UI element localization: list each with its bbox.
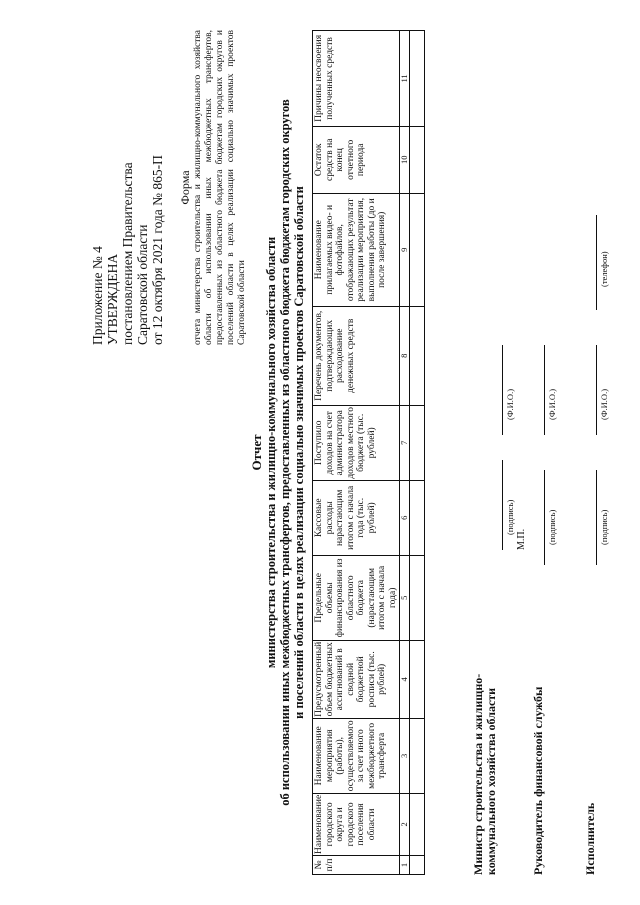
table-empty-row: [410, 31, 425, 875]
empty-cell: [410, 306, 425, 405]
column-number: 6: [400, 480, 410, 555]
empty-cell: [410, 856, 425, 875]
empty-cell: [410, 31, 425, 127]
finance-sign-line: [544, 470, 545, 565]
report-table: [312, 30, 425, 875]
executor-name-hint: (Ф.И.О.): [599, 388, 609, 420]
executor-phone-hint: (телефон): [599, 251, 609, 287]
form-description: отчета министерства строительства и жилищно-коммунального хозяйства области об использовании иных межбюджетных трансфертов, предоставленных из областного бюджета бюджетам городских округов и поселений области в целях реализации социально значимых проектов Саратовской области: [193, 30, 247, 345]
column-number: 2: [400, 793, 410, 855]
executor-sign-hint: (подпись): [599, 509, 609, 545]
executor-name-line: [596, 345, 597, 435]
empty-cell: [410, 555, 425, 640]
executor-phone-line: [596, 215, 597, 310]
empty-cell: [410, 793, 425, 855]
header-cell-cash-expenses: Кассовые расходы нарастающим итогом с начала года (тыс. рублей): [313, 480, 400, 555]
region-name: Саратовской области: [135, 224, 150, 345]
header-cell-media-files: Наименование прилагаемых видео- и фотофайлов, отображающих результат реализации мероприятия, выполнения работы (до и после завершения): [313, 193, 400, 306]
column-number: 5: [400, 555, 410, 640]
empty-cell: [410, 640, 425, 718]
empty-cell: [410, 193, 425, 306]
column-number: 4: [400, 640, 410, 718]
appendix-number: Приложение № 4: [90, 246, 105, 345]
table-header-row: [313, 31, 400, 875]
header-cell-planned-budget: Предусмотренный объем бюджетных ассигнований в сводной бюджетной росписи (тыс. рублей): [313, 640, 400, 718]
report-title-line-3: и поселений области в целях реализации социально значимых проектов Саратовской области: [292, 186, 306, 719]
header-cell-documents: Перечень документов, подтверждающих расходование денежных средств: [313, 306, 400, 405]
finance-label: Руководитель финансовой службы: [531, 686, 545, 875]
approval-block: [90, 155, 165, 345]
minister-name-hint: (Ф.И.О.): [505, 388, 515, 420]
column-number: 9: [400, 193, 410, 306]
empty-cell: [410, 718, 425, 793]
header-cell-reasons: Причины неосвоения полученных средств: [313, 31, 400, 127]
column-number: 1: [400, 856, 410, 875]
minister-label: Министр строительства и жилищно-коммунального хозяйства области: [471, 673, 498, 875]
stamp-label: М.П.: [516, 528, 527, 550]
report-title: Отчет: [249, 434, 264, 471]
table-number-row: [400, 31, 410, 875]
report-title-line-2: об использовании иных межбюджетных трансфертов, предоставленных из областного бюджета бюджетам городских округов: [278, 99, 292, 806]
empty-cell: [410, 405, 425, 480]
header-cell-activity: Наименование мероприятия (работы), осуществляемого за счет иного межбюджетного трансферта: [313, 718, 400, 793]
header-cell-municipality: Наименование городского округа и городского поселения области: [313, 793, 400, 855]
column-number: 7: [400, 405, 410, 480]
header-cell-number: № п/п: [313, 856, 400, 875]
executor-sign-line: [596, 470, 597, 565]
report-title-block: [250, 30, 306, 875]
report-title-line-1: министерства строительства и жилищно-коммунального хозяйства области: [264, 236, 278, 669]
header-cell-balance: Остаток средств на конец отчетного периода: [313, 126, 400, 193]
finance-sign-hint: (подпись): [547, 509, 557, 545]
minister-sign-line: [502, 460, 503, 550]
column-number: 3: [400, 718, 410, 793]
approved-label: УТВЕРЖДЕНА: [105, 253, 120, 345]
header-cell-received-income: Поступило доходов на счет администратора доходов местного бюджета (тыс. рублей): [313, 405, 400, 480]
approved-by: постановлением Правительства: [120, 162, 135, 345]
column-number: 8: [400, 306, 410, 405]
minister-sign-hint: (подпись): [505, 499, 515, 535]
finance-name-line: [544, 345, 545, 435]
finance-name-hint: (Ф.И.О.): [547, 388, 557, 420]
header-cell-funding-limits: Предельные объемы финансирования из областного бюджета (нарастающим итогом с начала года): [313, 555, 400, 640]
form-title: Форма: [178, 170, 192, 205]
empty-cell: [410, 126, 425, 193]
executor-label: Исполнитель: [583, 802, 597, 875]
empty-cell: [410, 480, 425, 555]
form-block: [180, 30, 248, 345]
column-number: 10: [400, 126, 410, 193]
minister-name-line: [502, 345, 503, 435]
decree-date: от 12 октября 2021 года № 865-П: [150, 155, 165, 345]
column-number: 11: [400, 31, 410, 127]
